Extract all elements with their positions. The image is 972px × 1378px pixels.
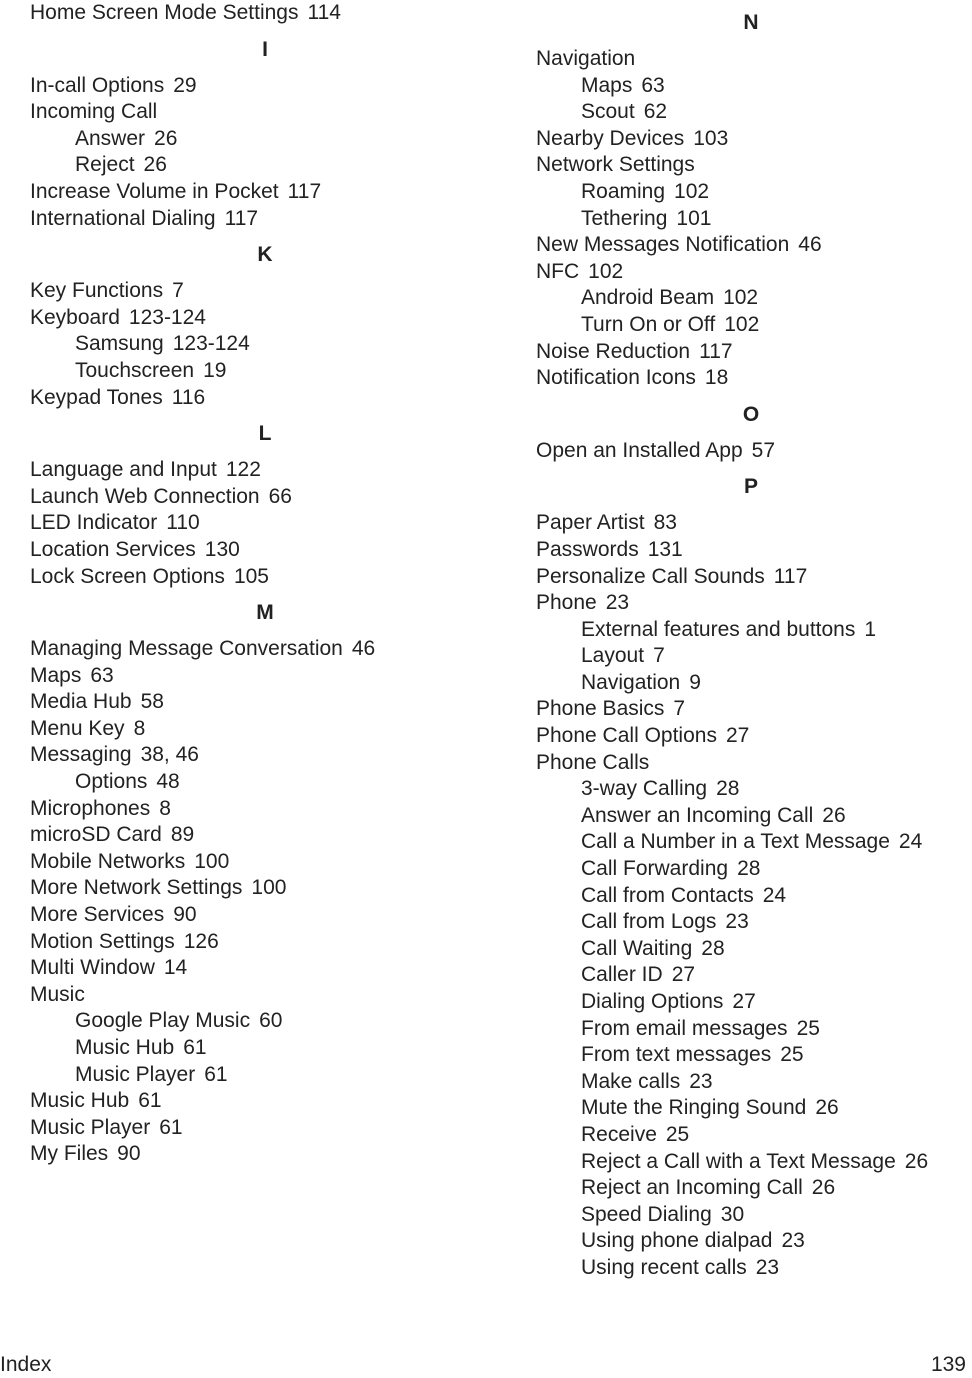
index-subentry xyxy=(536,936,966,963)
footer-section-label: Index xyxy=(0,1353,52,1376)
index-entry xyxy=(30,0,500,27)
index-term: Music Player xyxy=(30,1115,151,1139)
index-page-ref: 63 xyxy=(641,73,665,97)
index-subentry xyxy=(536,617,966,644)
index-entry xyxy=(30,929,500,956)
index-entry xyxy=(536,339,966,366)
index-page-ref: 28 xyxy=(716,777,740,801)
index-term: Messaging xyxy=(30,743,132,767)
index-term: In-call Options xyxy=(30,73,165,97)
index-entry xyxy=(30,636,500,663)
index-letter-heading: K xyxy=(257,243,273,267)
index-page-ref: 117 xyxy=(773,564,808,588)
index-subentry xyxy=(536,1255,966,1282)
index-page-ref: 23 xyxy=(725,910,749,934)
index-entry xyxy=(30,484,500,511)
index-entry xyxy=(536,510,966,537)
index-entry xyxy=(30,537,500,564)
index-term: Incoming Call xyxy=(30,100,158,124)
index-term: Roaming xyxy=(581,179,666,203)
index-term: microSD Card xyxy=(30,823,162,847)
index-term: Tethering xyxy=(581,206,668,230)
index-page-ref: 26 xyxy=(815,1096,839,1120)
index-term: Phone xyxy=(536,591,597,615)
index-term: More Services xyxy=(30,903,165,927)
index-term: New Messages Notification xyxy=(536,233,790,257)
index-subentry xyxy=(30,331,500,358)
index-subentry xyxy=(536,803,966,830)
index-term: Key Functions xyxy=(30,279,164,303)
index-term: Android Beam xyxy=(581,286,715,310)
index-column-right xyxy=(536,0,966,1282)
index-page-ref: 61 xyxy=(183,1036,207,1059)
index-term: Layout xyxy=(581,644,645,668)
index-page-ref: 105 xyxy=(233,564,269,588)
index-term: Launch Web Connection xyxy=(30,484,260,508)
index-subentry xyxy=(30,358,500,385)
index-subentry xyxy=(30,1035,500,1062)
index-page-ref: 26 xyxy=(822,803,846,827)
index-term: Options xyxy=(75,770,148,794)
index-letter-heading: L xyxy=(258,422,272,446)
index-page-ref: 126 xyxy=(183,929,219,953)
index-subentry xyxy=(30,1008,500,1035)
index-page-ref: 116 xyxy=(171,385,206,409)
index-term: Location Services xyxy=(30,537,196,561)
index-entry xyxy=(536,438,966,465)
index-subentry xyxy=(536,179,966,206)
index-term: Mobile Networks xyxy=(30,849,186,873)
index-term: Using phone dialpad xyxy=(581,1229,773,1253)
index-page-ref: 9 xyxy=(689,670,701,694)
index-term: My Files xyxy=(30,1142,109,1166)
index-page-ref: 62 xyxy=(643,100,668,124)
index-term: Nearby Devices xyxy=(536,126,685,150)
index-term: Open an Installed App xyxy=(536,438,743,462)
index-page-ref: 26 xyxy=(811,1176,836,1200)
index-page-ref: 101 xyxy=(676,206,712,230)
index-term: Music xyxy=(30,982,85,1006)
index-page-ref: 27 xyxy=(671,963,696,987)
index-entry xyxy=(30,849,500,876)
index-entry xyxy=(536,750,966,777)
index-entry xyxy=(30,982,500,1009)
index-subentry xyxy=(536,883,966,910)
index-page-ref: 24 xyxy=(762,883,787,907)
index-page-ref: 103 xyxy=(693,126,729,150)
index-page-ref: 58 xyxy=(140,690,164,714)
index-subentry xyxy=(536,856,966,883)
index-page-ref: 26 xyxy=(154,126,178,150)
index-term: Make calls xyxy=(581,1069,681,1093)
index-entry xyxy=(536,537,966,564)
index-column-left xyxy=(30,0,500,1168)
index-entry xyxy=(536,564,966,591)
index-page-ref: 8 xyxy=(159,796,171,820)
index-term: Call from Contacts xyxy=(581,883,754,907)
index-subentry xyxy=(536,1175,966,1202)
index-page-ref: 23 xyxy=(755,1255,780,1279)
index-page-ref: 18 xyxy=(704,366,729,390)
index-page-ref: 46 xyxy=(798,233,822,257)
index-page-ref: 23 xyxy=(605,591,630,615)
index-page-ref: 90 xyxy=(173,903,197,927)
index-subentry xyxy=(536,670,966,697)
index-subentry xyxy=(30,126,500,153)
index-term: Maps xyxy=(30,663,82,687)
index-subentry xyxy=(536,1042,966,1069)
index-entry xyxy=(536,259,966,286)
index-term: Samsung xyxy=(75,332,164,356)
index-term: Reject xyxy=(75,153,135,177)
index-term: Maps xyxy=(581,73,633,97)
index-entry xyxy=(30,305,500,332)
index-term: Call a Number in a Text Message xyxy=(581,830,890,854)
index-entry xyxy=(536,152,966,179)
index-entry xyxy=(30,955,500,982)
index-page-ref: 60 xyxy=(259,1009,283,1033)
index-page-ref: 1 xyxy=(864,617,877,641)
index-term: Language and Input xyxy=(30,458,217,482)
index-entry xyxy=(30,742,500,769)
index-term: LED Indicator xyxy=(30,511,158,535)
index-term: Phone Calls xyxy=(536,750,650,774)
index-entry xyxy=(30,902,500,929)
index-page-ref: 24 xyxy=(898,830,923,854)
index-term: Home Screen Mode Settings xyxy=(30,1,299,24)
index-subentry xyxy=(536,73,966,100)
index-subentry xyxy=(536,643,966,670)
index-page-ref: 100 xyxy=(194,849,230,873)
index-subentry xyxy=(536,1095,966,1122)
index-page-ref: 48 xyxy=(156,770,180,794)
index-term: More Network Settings xyxy=(30,876,243,900)
index-term: Music Hub xyxy=(30,1089,130,1113)
index-page-ref: 89 xyxy=(170,823,195,847)
index-page-ref: 123-124 xyxy=(172,332,250,356)
index-term: Music Hub xyxy=(75,1036,175,1059)
index-letter-heading: P xyxy=(743,475,758,499)
index-page-ref: 110 xyxy=(166,511,200,535)
index-entry xyxy=(30,564,500,591)
index-page-ref: 102 xyxy=(724,312,760,336)
index-page-ref: 57 xyxy=(751,438,776,462)
index-term: NFC xyxy=(536,259,580,283)
index-term: Google Play Music xyxy=(75,1009,251,1033)
index-subentry xyxy=(536,776,966,803)
index-entry xyxy=(30,510,500,537)
index-page-ref: 117 xyxy=(287,179,322,203)
index-page-ref: 102 xyxy=(674,179,710,203)
index-page-ref: 46 xyxy=(351,637,376,661)
index-page-ref: 123-124 xyxy=(128,305,206,329)
index-entry xyxy=(30,716,500,743)
index-term: Turn On or Off xyxy=(581,312,716,336)
index-page-ref: 30 xyxy=(720,1202,745,1226)
index-page-ref: 7 xyxy=(172,279,184,303)
index-page-ref: 66 xyxy=(268,484,292,508)
index-entry xyxy=(536,232,966,259)
index-term: Answer an Incoming Call xyxy=(581,803,814,827)
index-subentry xyxy=(536,312,966,339)
index-term: Call Waiting xyxy=(581,936,693,960)
index-page-ref: 19 xyxy=(203,358,227,382)
index-term: External features and buttons xyxy=(581,617,856,641)
index-term: Call from Logs xyxy=(581,910,717,934)
index-entry xyxy=(30,822,500,849)
index-page-ref: 117 xyxy=(224,206,259,230)
index-subentry xyxy=(536,1149,966,1176)
index-subentry xyxy=(536,989,966,1016)
index-page-ref: 114 xyxy=(307,1,341,24)
index-page-ref: 130 xyxy=(204,537,240,561)
index-term: Multi Window xyxy=(30,956,155,980)
index-term: Answer xyxy=(75,126,146,150)
index-page-ref: 83 xyxy=(653,511,677,535)
index-term: Managing Message Conversation xyxy=(30,637,343,661)
index-term: Caller ID xyxy=(581,963,663,987)
index-term: Keypad Tones xyxy=(30,385,163,409)
index-entry xyxy=(536,696,966,723)
index-subentry xyxy=(536,1228,966,1255)
index-entry xyxy=(30,1141,500,1168)
index-page-ref: 27 xyxy=(732,990,756,1013)
index-page-ref: 26 xyxy=(143,153,167,177)
index-entry xyxy=(30,875,500,902)
index-subentry xyxy=(536,1122,966,1149)
footer-page-number: 139 xyxy=(930,1353,966,1376)
index-subentry xyxy=(536,962,966,989)
index-page-ref: 100 xyxy=(251,876,287,900)
index-term: 3-way Calling xyxy=(581,777,708,801)
index-term: Navigation xyxy=(581,670,681,694)
index-entry xyxy=(536,126,966,153)
index-term: Passwords xyxy=(536,537,639,561)
index-entry xyxy=(536,365,966,392)
index-entry xyxy=(30,278,500,305)
index-term: Scout xyxy=(581,100,635,124)
index-term: Network Settings xyxy=(536,153,695,177)
page-footer xyxy=(0,1352,966,1378)
index-entry xyxy=(30,1088,500,1115)
index-entry xyxy=(30,457,500,484)
index-page-ref: 122 xyxy=(225,458,261,482)
index-entry xyxy=(536,590,966,617)
index-entry xyxy=(30,385,500,412)
index-entry xyxy=(30,73,500,100)
index-entry xyxy=(30,1115,500,1142)
index-page-ref: 61 xyxy=(159,1115,183,1139)
index-page-ref: 61 xyxy=(138,1089,162,1113)
index-term: Menu Key xyxy=(30,716,125,740)
index-term: Lock Screen Options xyxy=(30,564,225,588)
index-entry xyxy=(30,99,500,126)
index-subentry xyxy=(536,1069,966,1096)
index-term: Reject an Incoming Call xyxy=(581,1176,803,1200)
index-page-ref: 90 xyxy=(117,1142,141,1166)
index-page-ref: 25 xyxy=(665,1122,690,1146)
index-term: Reject a Call with a Text Message xyxy=(581,1149,896,1173)
index-term: Touchscreen xyxy=(75,358,195,382)
index-term: Using recent calls xyxy=(581,1255,747,1279)
index-subentry xyxy=(536,206,966,233)
index-subentry xyxy=(536,99,966,126)
index-page-ref: 61 xyxy=(204,1062,228,1086)
index-page-ref: 27 xyxy=(725,724,750,748)
index-letter-heading: O xyxy=(742,402,760,426)
index-entry xyxy=(30,689,500,716)
index-term: Microphones xyxy=(30,796,151,820)
index-subentry xyxy=(536,1202,966,1229)
index-page-ref: 25 xyxy=(796,1016,820,1040)
index-term: Increase Volume in Pocket xyxy=(30,179,279,203)
index-page-ref: 38, 46 xyxy=(140,743,199,767)
index-entry xyxy=(30,796,500,823)
index-page-ref: 7 xyxy=(653,644,665,668)
index-subentry xyxy=(536,909,966,936)
index-term: Keyboard xyxy=(30,305,120,329)
index-page-ref: 8 xyxy=(133,716,146,740)
index-term: Notification Icons xyxy=(536,366,696,390)
index-term: International Dialing xyxy=(30,206,216,230)
index-page-ref: 131 xyxy=(647,537,683,561)
index-entry xyxy=(536,46,966,73)
index-letter-heading: I xyxy=(262,37,268,61)
index-page-ref: 23 xyxy=(781,1229,805,1253)
index-letter-heading: M xyxy=(256,601,274,625)
index-term: Paper Artist xyxy=(536,511,645,535)
index-page-ref: 63 xyxy=(90,663,114,687)
index-entry xyxy=(536,723,966,750)
index-subentry xyxy=(30,1062,500,1089)
index-term: Navigation xyxy=(536,47,636,70)
index-entry xyxy=(30,663,500,690)
index-page-ref: 102 xyxy=(723,286,759,310)
index-term: Receive xyxy=(581,1122,657,1146)
index-term: Speed Dialing xyxy=(581,1202,712,1226)
index-entry xyxy=(30,206,500,233)
index-page-ref: 23 xyxy=(689,1069,713,1093)
index-term: Personalize Call Sounds xyxy=(536,564,765,588)
index-page-ref: 26 xyxy=(904,1149,929,1173)
index-term: Mute the Ringing Sound xyxy=(581,1096,807,1120)
index-subentry xyxy=(30,152,500,179)
index-term: Motion Settings xyxy=(30,929,175,953)
index-page-ref: 28 xyxy=(737,857,761,881)
index-subentry xyxy=(536,829,966,856)
index-term: Call Forwarding xyxy=(581,857,729,881)
index-term: Phone Basics xyxy=(536,697,665,721)
index-letter-heading: N xyxy=(743,11,759,34)
index-term: From text messages xyxy=(581,1043,772,1067)
index-page-ref: 28 xyxy=(701,936,725,960)
index-page-ref: 117 xyxy=(699,339,733,363)
index-subentry xyxy=(536,285,966,312)
index-page-ref: 29 xyxy=(173,73,197,97)
index-subentry xyxy=(536,1016,966,1043)
index-term: Dialing Options xyxy=(581,990,724,1013)
index-term: Noise Reduction xyxy=(536,339,691,363)
index-page-ref: 7 xyxy=(673,697,686,721)
index-term: Media Hub xyxy=(30,690,132,714)
index-entry xyxy=(30,179,500,206)
index-term: From email messages xyxy=(581,1016,788,1040)
index-page-ref: 25 xyxy=(780,1043,804,1067)
index-page-ref: 102 xyxy=(588,259,624,283)
index-term: Phone Call Options xyxy=(536,724,717,748)
index-term: Music Player xyxy=(75,1062,196,1086)
index-subentry xyxy=(30,769,500,796)
index-page-ref: 14 xyxy=(163,956,188,980)
